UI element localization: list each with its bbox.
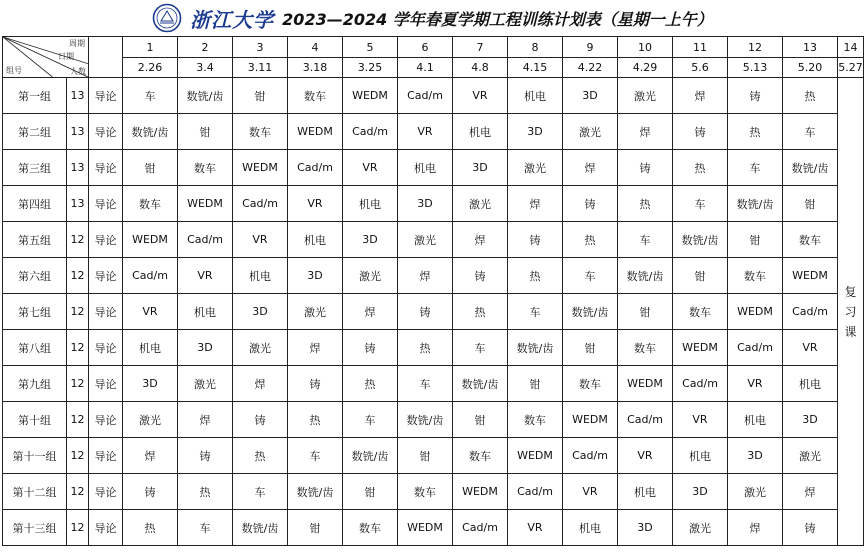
table-row	[3, 366, 864, 402]
schedule-cell: 导论	[89, 258, 123, 294]
schedule-cell: WEDM	[398, 510, 453, 546]
schedule-cell: Cad/m	[508, 474, 563, 510]
schedule-cell: 数车	[618, 330, 673, 366]
schedule-cell: 3D	[508, 114, 563, 150]
schedule-cell: WEDM	[563, 402, 618, 438]
schedule-cell: 铸	[453, 258, 508, 294]
week-date: 3.11	[233, 58, 288, 78]
schedule-cell: 激光	[618, 78, 673, 114]
schedule-cell: 铸	[288, 366, 343, 402]
table-row	[3, 474, 864, 510]
schedule-cell: 3D	[728, 438, 783, 474]
table-row	[3, 510, 864, 546]
schedule-cell: 车	[563, 258, 618, 294]
schedule-cell: 热	[783, 78, 838, 114]
week-date: 3.18	[288, 58, 343, 78]
schedule-cell: Cad/m	[453, 510, 508, 546]
schedule-cell: Cad/m	[563, 438, 618, 474]
schedule-cell: 车	[728, 150, 783, 186]
schedule-cell: 机电	[178, 294, 233, 330]
schedule-cell: 激光	[178, 366, 233, 402]
review-class-cell: 复 习 课	[838, 78, 864, 546]
schedule-cell: 激光	[508, 150, 563, 186]
schedule-cell: 数车	[783, 222, 838, 258]
schedule-cell: WEDM	[618, 366, 673, 402]
group-count: 12	[67, 510, 89, 546]
schedule-cell: 热	[398, 330, 453, 366]
schedule-cell: Cad/m	[783, 294, 838, 330]
schedule-cell: Cad/m	[178, 222, 233, 258]
group-count: 12	[67, 402, 89, 438]
schedule-cell: 车	[233, 474, 288, 510]
group-count: 13	[67, 78, 89, 114]
schedule-cell: 铸	[398, 294, 453, 330]
schedule-cell: Cad/m	[398, 78, 453, 114]
schedule-cell: 铸	[508, 222, 563, 258]
schedule-cell: 数铣/齿	[508, 330, 563, 366]
schedule-cell: 机电	[673, 438, 728, 474]
schedule-cell: 热	[508, 258, 563, 294]
schedule-cell: 导论	[89, 402, 123, 438]
zju-emblem-icon	[152, 3, 182, 33]
schedule-cell: 铸	[123, 474, 178, 510]
schedule-cell: 导论	[89, 78, 123, 114]
schedule-cell: WEDM	[233, 150, 288, 186]
week-date: 4.8	[453, 58, 508, 78]
group-count: 13	[67, 114, 89, 150]
schedule-cell: Cad/m	[673, 366, 728, 402]
schedule-cell: 铸	[233, 402, 288, 438]
schedule-cell: 数车	[728, 258, 783, 294]
schedule-cell: VR	[178, 258, 233, 294]
schedule-cell: 热	[673, 150, 728, 186]
schedule-cell: WEDM	[288, 114, 343, 150]
group-count: 13	[67, 186, 89, 222]
group-name: 第四组	[3, 186, 67, 222]
group-count: 12	[67, 474, 89, 510]
schedule-cell: 数铣/齿	[618, 258, 673, 294]
schedule-cell: 车	[398, 366, 453, 402]
table-row	[3, 78, 864, 114]
schedule-cell: Cad/m	[288, 150, 343, 186]
schedule-cell: 导论	[89, 186, 123, 222]
schedule-cell: 焊	[508, 186, 563, 222]
schedule-cell: Cad/m	[728, 330, 783, 366]
schedule-cell: 钳	[728, 222, 783, 258]
schedule-cell: 机电	[343, 186, 398, 222]
table-row	[3, 150, 864, 186]
schedule-cell: 3D	[783, 402, 838, 438]
schedule-cell: 数铣/齿	[563, 294, 618, 330]
group-count: 12	[67, 438, 89, 474]
group-name: 第五组	[3, 222, 67, 258]
group-count: 12	[67, 258, 89, 294]
schedule-cell: 铸	[178, 438, 233, 474]
schedule-cell: 焊	[618, 114, 673, 150]
schedule-cell: 数铣/齿	[398, 402, 453, 438]
schedule-cell: 激光	[783, 438, 838, 474]
week-number: 1	[123, 37, 178, 58]
schedule-cell: 机电	[783, 366, 838, 402]
schedule-cell: 3D	[178, 330, 233, 366]
schedule-cell: 钳	[453, 402, 508, 438]
group-name: 第七组	[3, 294, 67, 330]
schedule-cell: 数铣/齿	[123, 114, 178, 150]
schedule-cell: 焊	[398, 258, 453, 294]
table-row	[3, 294, 864, 330]
schedule-cell: VR	[288, 186, 343, 222]
schedule-cell: 钳	[343, 474, 398, 510]
schedule-cell: 数车	[508, 402, 563, 438]
schedule-cell: 钳	[233, 78, 288, 114]
table-row	[3, 186, 864, 222]
week-number: 13	[783, 37, 838, 58]
week-date: 4.29	[618, 58, 673, 78]
schedule-cell: VR	[783, 330, 838, 366]
group-name: 第二组	[3, 114, 67, 150]
schedule-cell: 机电	[123, 330, 178, 366]
schedule-cell: 导论	[89, 474, 123, 510]
schedule-cell: 机电	[728, 402, 783, 438]
schedule-cell: 数铣/齿	[178, 78, 233, 114]
group-name: 第十二组	[3, 474, 67, 510]
schedule-cell: WEDM	[343, 78, 398, 114]
schedule-cell: VR	[343, 150, 398, 186]
schedule-cell: 3D	[618, 510, 673, 546]
corner-week-label: 周期	[69, 39, 85, 48]
schedule-cell: 铸	[673, 114, 728, 150]
week-date: 5.6	[673, 58, 728, 78]
schedule-cell: VR	[398, 114, 453, 150]
group-name: 第八组	[3, 330, 67, 366]
schedule-cell: 激光	[728, 474, 783, 510]
schedule-cell: Cad/m	[233, 186, 288, 222]
schedule-cell: 钳	[123, 150, 178, 186]
schedule-cell: 车	[508, 294, 563, 330]
group-name: 第九组	[3, 366, 67, 402]
schedule-cell: 导论	[89, 150, 123, 186]
schedule-cell: 3D	[123, 366, 178, 402]
schedule-cell: 焊	[563, 150, 618, 186]
schedule-table	[2, 36, 864, 546]
week-number: 14	[838, 37, 864, 58]
schedule-cell: 焊	[728, 510, 783, 546]
schedule-cell: 3D	[343, 222, 398, 258]
table-row	[3, 258, 864, 294]
week-number: 12	[728, 37, 783, 58]
schedule-cell: 钳	[288, 510, 343, 546]
schedule-cell: 车	[673, 186, 728, 222]
week-date: 5.20	[783, 58, 838, 78]
schedule-cell: 热	[728, 114, 783, 150]
schedule-cell: 车	[123, 78, 178, 114]
schedule-cell: 数铣/齿	[343, 438, 398, 474]
schedule-cell: VR	[453, 78, 508, 114]
schedule-cell: 导论	[89, 330, 123, 366]
schedule-cell: VR	[563, 474, 618, 510]
schedule-cell: VR	[673, 402, 728, 438]
schedule-cell: 数车	[343, 510, 398, 546]
schedule-cell: 3D	[398, 186, 453, 222]
table-row	[3, 114, 864, 150]
corner-date-label: 日期	[58, 52, 74, 61]
week-number: 6	[398, 37, 453, 58]
schedule-cell: 数车	[123, 186, 178, 222]
schedule-cell: 数车	[178, 150, 233, 186]
schedule-cell: 机电	[453, 114, 508, 150]
schedule-cell: Cad/m	[123, 258, 178, 294]
schedule-cell: 激光	[453, 186, 508, 222]
schedule-cell: 机电	[398, 150, 453, 186]
header-blank	[89, 37, 123, 78]
week-date: 2.26	[123, 58, 178, 78]
schedule-cell: 3D	[288, 258, 343, 294]
schedule-cell: 数车	[673, 294, 728, 330]
schedule-cell: WEDM	[508, 438, 563, 474]
week-date: 4.22	[563, 58, 618, 78]
schedule-cell: 导论	[89, 294, 123, 330]
schedule-cell: 激光	[288, 294, 343, 330]
schedule-cell: Cad/m	[618, 402, 673, 438]
schedule-cell: 钳	[508, 366, 563, 402]
schedule-cell: 钳	[673, 258, 728, 294]
schedule-cell: 3D	[673, 474, 728, 510]
group-name: 第十组	[3, 402, 67, 438]
schedule-cell: WEDM	[453, 474, 508, 510]
week-number: 4	[288, 37, 343, 58]
schedule-cell: 焊	[343, 294, 398, 330]
schedule-cell: 焊	[288, 330, 343, 366]
schedule-cell: 数车	[398, 474, 453, 510]
week-number: 10	[618, 37, 673, 58]
group-count: 12	[67, 330, 89, 366]
schedule-cell: 车	[288, 438, 343, 474]
schedule-cell: 热	[453, 294, 508, 330]
week-number: 3	[233, 37, 288, 58]
group-name: 第一组	[3, 78, 67, 114]
group-name: 第十一组	[3, 438, 67, 474]
week-date: 5.13	[728, 58, 783, 78]
page-title: 2023—2024 学年春夏学期工程训练计划表（星期一上午）	[282, 9, 713, 29]
schedule-cell: WEDM	[783, 258, 838, 294]
schedule-cell: 铸	[563, 186, 618, 222]
schedule-cell: 3D	[563, 78, 618, 114]
schedule-cell: 铸	[783, 510, 838, 546]
schedule-cell: 数铣/齿	[673, 222, 728, 258]
schedule-cell: 热	[563, 222, 618, 258]
schedule-cell: 钳	[618, 294, 673, 330]
schedule-cell: Cad/m	[343, 114, 398, 150]
schedule-cell: 钳	[178, 114, 233, 150]
schedule-cell: 激光	[563, 114, 618, 150]
schedule-cell: VR	[618, 438, 673, 474]
corner-count-label: 人数	[70, 67, 86, 76]
schedule-cell: 焊	[233, 366, 288, 402]
schedule-cell: 车	[618, 222, 673, 258]
schedule-cell: 机电	[563, 510, 618, 546]
schedule-cell: WEDM	[178, 186, 233, 222]
week-number: 2	[178, 37, 233, 58]
schedule-cell: 焊	[453, 222, 508, 258]
schedule-cell: 机电	[508, 78, 563, 114]
schedule-cell: 热	[288, 402, 343, 438]
schedule-cell: VR	[508, 510, 563, 546]
schedule-cell: 焊	[178, 402, 233, 438]
group-count: 13	[67, 150, 89, 186]
schedule-cell: 钳	[398, 438, 453, 474]
schedule-cell: 数铣/齿	[783, 150, 838, 186]
schedule-cell: 数铣/齿	[288, 474, 343, 510]
schedule-cell: 激光	[343, 258, 398, 294]
week-number: 7	[453, 37, 508, 58]
group-name: 第六组	[3, 258, 67, 294]
schedule-cell: 焊	[783, 474, 838, 510]
schedule-cell: 导论	[89, 114, 123, 150]
schedule-cell: 机电	[618, 474, 673, 510]
week-date: 4.1	[398, 58, 453, 78]
group-count: 12	[67, 366, 89, 402]
schedule-cell: 车	[453, 330, 508, 366]
group-count: 12	[67, 294, 89, 330]
schedule-cell: 焊	[673, 78, 728, 114]
schedule-cell: 钳	[783, 186, 838, 222]
week-number: 8	[508, 37, 563, 58]
schedule-cell: 铸	[343, 330, 398, 366]
week-number: 9	[563, 37, 618, 58]
schedule-cell: 数车	[563, 366, 618, 402]
table-row	[3, 402, 864, 438]
week-number: 11	[673, 37, 728, 58]
schedule-cell: 数车	[453, 438, 508, 474]
schedule-cell: 热	[233, 438, 288, 474]
schedule-cell: 机电	[288, 222, 343, 258]
schedule-cell: 激光	[398, 222, 453, 258]
schedule-cell: 激光	[233, 330, 288, 366]
schedule-cell: 车	[343, 402, 398, 438]
week-number: 5	[343, 37, 398, 58]
schedule-cell: 热	[178, 474, 233, 510]
schedule-cell: WEDM	[123, 222, 178, 258]
schedule-cell: 3D	[453, 150, 508, 186]
schedule-cell: 数车	[288, 78, 343, 114]
schedule-cell: 热	[618, 186, 673, 222]
week-date: 5.27	[838, 58, 864, 78]
schedule-cell: 铸	[728, 78, 783, 114]
schedule-cell: 机电	[233, 258, 288, 294]
schedule-cell: 数铣/齿	[453, 366, 508, 402]
schedule-cell: 3D	[233, 294, 288, 330]
schedule-cell: WEDM	[728, 294, 783, 330]
university-brand: 浙江大学	[190, 7, 275, 32]
table-row	[3, 222, 864, 258]
schedule-cell: VR	[233, 222, 288, 258]
corner-group-label: 组号	[6, 66, 22, 75]
schedule-cell: WEDM	[673, 330, 728, 366]
schedule-cell: 车	[783, 114, 838, 150]
schedule-cell: 数铣/齿	[233, 510, 288, 546]
schedule-cell: 数车	[233, 114, 288, 150]
week-date: 3.25	[343, 58, 398, 78]
schedule-cell: 热	[123, 510, 178, 546]
schedule-cell: 导论	[89, 510, 123, 546]
schedule-cell: 激光	[673, 510, 728, 546]
schedule-cell: 铸	[618, 150, 673, 186]
schedule-cell: VR	[728, 366, 783, 402]
schedule-cell: 导论	[89, 366, 123, 402]
schedule-cell: 数铣/齿	[728, 186, 783, 222]
schedule-cell: 导论	[89, 438, 123, 474]
week-date: 4.15	[508, 58, 563, 78]
group-count: 12	[67, 222, 89, 258]
schedule-cell: 导论	[89, 222, 123, 258]
schedule-cell: 钳	[563, 330, 618, 366]
schedule-cell: 热	[343, 366, 398, 402]
schedule-cell: VR	[123, 294, 178, 330]
table-row	[3, 330, 864, 366]
title-bar	[0, 0, 865, 36]
table-row	[3, 438, 864, 474]
schedule-cell: 焊	[123, 438, 178, 474]
group-name: 第十三组	[3, 510, 67, 546]
header-corner	[3, 37, 89, 78]
schedule-cell: 激光	[123, 402, 178, 438]
schedule-cell: 车	[178, 510, 233, 546]
group-name: 第三组	[3, 150, 67, 186]
week-date: 3.4	[178, 58, 233, 78]
